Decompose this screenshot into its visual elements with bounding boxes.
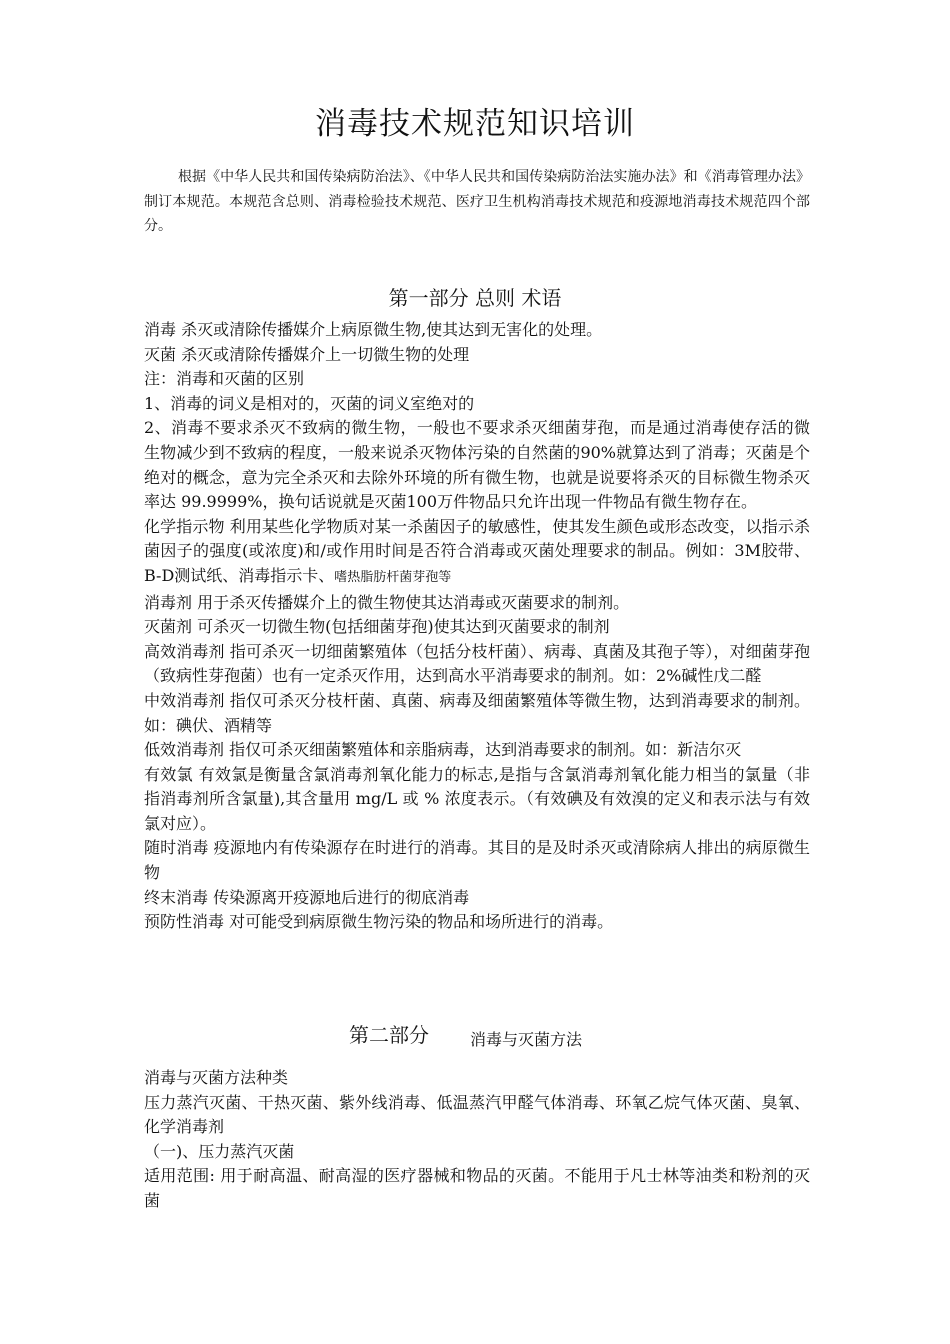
- part1-body: [144, 318, 810, 935]
- intro-paragraph: 根据《中华人民共和国传染病防治法》、《中华人民共和国传染病防治法实施办法》和《消毒管理办法》制订本规范。本规范含总则、消毒检验技术规范、医疗卫生机构消毒技术规范和疫源地消毒技术规范四个部分。: [144, 169, 810, 234]
- term-low-level-disinfectant: 低效消毒剂 指仅可杀灭细菌繁殖体和亲脂病毒，达到消毒要求的制剂。如：新洁尔灭: [144, 740, 742, 760]
- term-sterilization: 灭菌 杀灭或清除传播媒介上一切微生物的处理: [144, 344, 470, 364]
- term-terminal-disinfection: 终末消毒 传染源离开疫源地后进行的彻底消毒: [144, 887, 470, 907]
- term-preventive-disinfection: 预防性消毒 对可能受到病原微生物污染的物品和场所进行的消毒。: [144, 912, 614, 932]
- part2-heading: 第二部分: [349, 1023, 429, 1047]
- note-difference: 注：消毒和灭菌的区别: [144, 369, 305, 389]
- chemical-indicator-tail: 嗜热脂肪杆菌芽孢等: [334, 569, 452, 585]
- part1-heading: 第一部分 总则 术语: [388, 286, 562, 310]
- note-item-1: 1、消毒的词义是相对的，灭菌的词义室绝对的: [144, 393, 475, 413]
- term-disinfectant: 消毒剂 用于杀灭传播媒介上的微生物使其达消毒或灭菌要求的制剂。: [144, 592, 630, 612]
- part2-body: [144, 1066, 810, 1214]
- term-intermediate-disinfectant: 中效消毒剂 指仅可杀灭分枝杆菌、真菌、病毒及细菌繁殖体等微生物，达到消毒要求的制剂。如：碘伏、酒精等: [144, 690, 810, 735]
- part2-subheading: 消毒与灭菌方法: [470, 1030, 583, 1049]
- note-item-2: 2、消毒不要求杀灭不致病的微生物，一般也不要求杀灭细菌芽孢，而是通过消毒使存活的微生物减少到不致病的程度，一般来说杀灭物体污染的自然菌的90%就算达到了消毒；灭菌是个绝对的概念，意为完全杀灭和去除外环境的所有微生物，也就是说要将杀灭的目标微生物杀灭率达 99.9999%，换句话说就是灭菌100万件物品只允许出现一件物品有微生物存在。: [144, 418, 810, 512]
- methods-list: 压力蒸汽灭菌、干热灭菌、紫外线消毒、低温蒸汽甲醛气体消毒、环氧乙烷气体灭菌、臭氧、化学消毒剂: [144, 1092, 810, 1137]
- method-steam-heading: （一)、压力蒸汽灭菌: [144, 1141, 295, 1161]
- term-chemical-indicator: [144, 515, 810, 591]
- term-high-level-disinfectant: 高效消毒剂 指可杀灭一切细菌繁殖体（包括分枝杆菌）、病毒、真菌及其孢子等），对细菌芽孢（致病性芽孢菌）也有一定杀灭作用，达到高水平消毒要求的制剂。如：2%碱性戊二醛: [144, 641, 810, 686]
- term-disinfection: 消毒 杀灭或清除传播媒介上病原微生物,使其达到无害化的处理。: [144, 320, 603, 339]
- method-steam-scope: 适用范围: 用于耐高温、耐高湿的医疗器械和物品的灭菌。不能用于凡士林等油类和粉剂的灭菌: [144, 1166, 810, 1210]
- term-sterilant: 灭菌剂 可杀灭一切微生物(包括细菌芽孢)使其达到灭菌要求的制剂: [144, 617, 610, 637]
- methods-heading: 消毒与灭菌方法种类: [144, 1068, 289, 1087]
- document-title: 消毒技术规范知识培训: [315, 106, 635, 142]
- chemical-indicator-text: 化学指示物 利用某些化学物质对某一杀菌因子的敏感性，使其发生颜色或形态改变，以指示杀菌因子的强度(或浓度)和/或作用时间是否符合消毒或灭菌处理要求的制品。例如：3M胶带、B-D测试纸、消毒指示卡、: [144, 516, 810, 585]
- term-concurrent-disinfection: 随时消毒 疫源地内有传染源存在时进行的消毒。其目的是及时杀灭或清除病人排出的病原微生物: [144, 838, 810, 883]
- term-available-chlorine: 有效氯 有效氯是衡量含氯消毒剂氧化能力的标志,是指与含氯消毒剂氧化能力相当的氯量（非指消毒剂所含氯量),其含量用 mg/L 或 % 浓度表示。（有效碘及有效溴的定义和表示法与有效氯对应）。: [144, 764, 810, 833]
